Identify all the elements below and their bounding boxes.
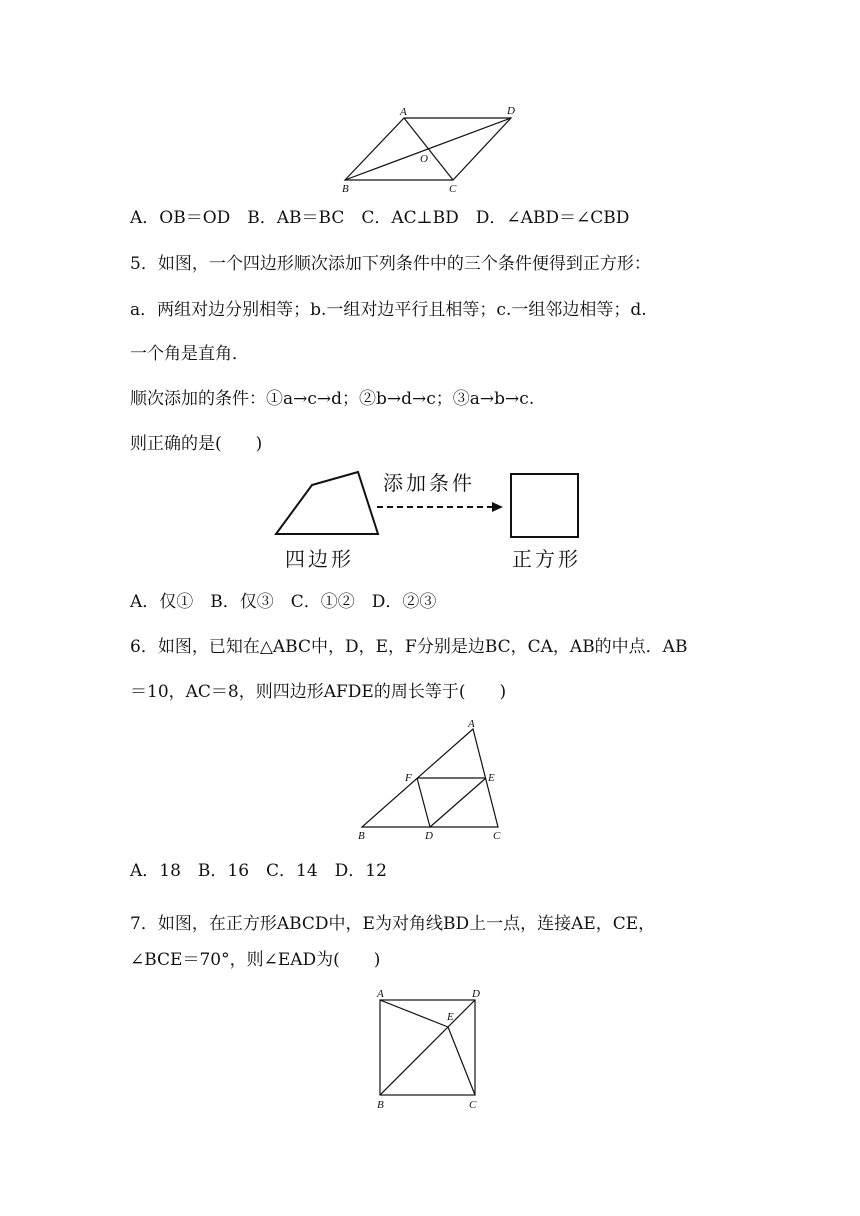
quadrilateral-to-square-figure [0, 460, 860, 580]
label-e: E [488, 772, 495, 784]
label-b: B [358, 830, 365, 842]
triangle-midpoints-figure [0, 700, 860, 850]
label-d: D [472, 988, 480, 1000]
label-o: O [420, 153, 428, 165]
q5-options: A．仅① B．仅③ C．①② D．②③ [130, 592, 437, 612]
q5-text-line5: 则正确的是( ) [130, 434, 263, 454]
q6-text-line2: ＝10，AC＝8，则四边形AFDE的周长等于( ) [130, 682, 507, 702]
label-c: C [493, 830, 501, 842]
label-a: A [377, 988, 384, 1000]
square-shape [511, 474, 578, 537]
q4-options: A．OB＝OD B．AB＝BC C．AC⊥BD D．∠ABD＝∠CBD [130, 208, 630, 228]
label-c: C [449, 183, 457, 195]
label-a: A [468, 718, 475, 730]
label-b: B [377, 1099, 384, 1111]
diagonal-bd [345, 118, 511, 180]
parallelogram-figure [0, 0, 860, 200]
label-d: D [425, 830, 433, 842]
q6-options: A．18 B．16 C．14 D．12 [130, 861, 387, 881]
q7-text-line2: ∠BCE＝70°，则∠EAD为( ) [130, 950, 381, 970]
label-b: B [342, 183, 349, 195]
q5-text-line4: 顺次添加的条件：①a→c→d；②b→d→c；③a→b→c. [130, 389, 535, 409]
label-f: F [405, 772, 412, 784]
q5-text-line2: a．两组对边分别相等；b.一组对边平行且相等；c.一组邻边相等；d. [130, 300, 647, 320]
square-label: 正方形 [512, 547, 581, 571]
label-d: D [507, 105, 515, 117]
quadrilateral-label: 四边形 [285, 547, 354, 571]
quadrilateral-shape [276, 472, 378, 534]
arrow-head [492, 502, 503, 512]
q5-text-line1: 5．如图，一个四边形顺次添加下列条件中的三个条件便得到正方形： [130, 254, 651, 274]
label-a: A [400, 106, 407, 118]
segment-fd [417, 778, 430, 827]
segment-ce [448, 1027, 475, 1095]
diagonal-bd [380, 1000, 475, 1095]
segment-de [430, 778, 486, 827]
square-diagonal-figure [0, 980, 860, 1120]
label-e: E [447, 1011, 454, 1023]
segment-ae [380, 1000, 448, 1027]
q7-text-line1: 7．如图，在正方形ABCD中，E为对角线BD上一点，连接AE，CE， [130, 914, 656, 934]
q6-text-line1: 6．如图，已知在△ABC中，D，E，F分别是边BC，CA，AB的中点．AB [130, 637, 688, 657]
arrow-label: 添加条件 [383, 471, 475, 495]
label-c: C [469, 1099, 477, 1111]
q5-text-line3: 一个角是直角． [130, 344, 249, 364]
